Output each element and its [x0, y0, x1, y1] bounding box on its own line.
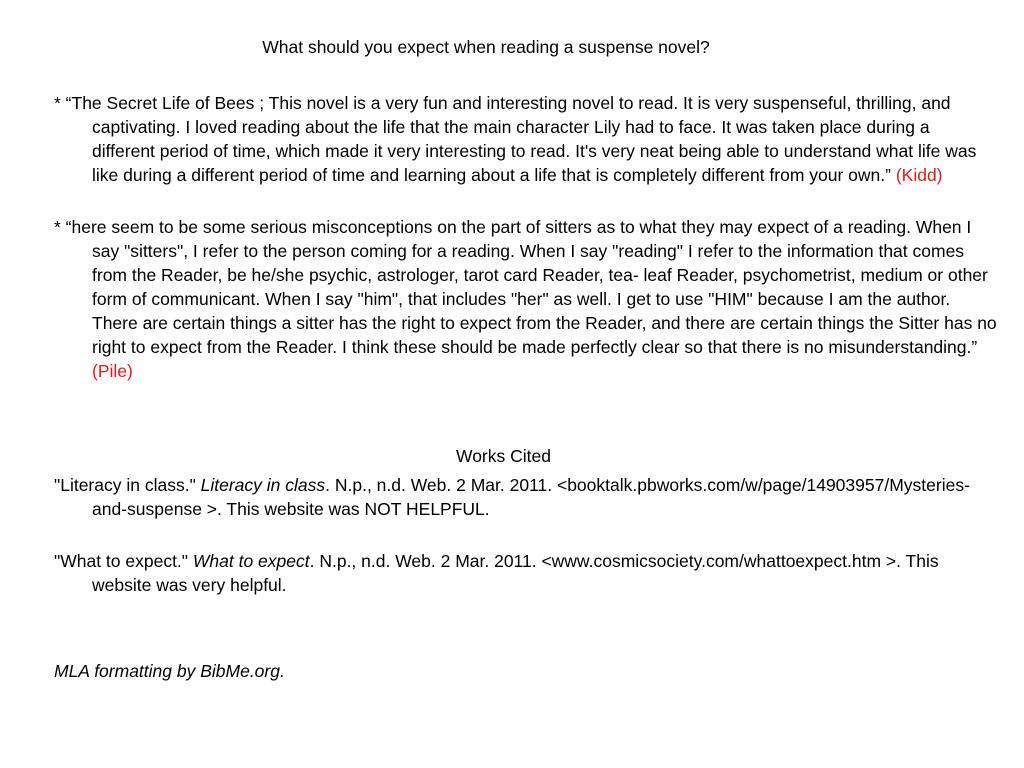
entry-details: . N.p., n.d. Web. 2 Mar. 2011. <www.cosmicsociety.com/whattoexpect.htm >. This website was very helpful.: [92, 551, 939, 595]
entry-details: . N.p., n.d. Web. 2 Mar. 2011. <booktalk.pbworks.com/w/page/14903957/Mysteries-and-suspense >. This website was NOT HELPFUL.: [92, 475, 970, 519]
citation-pile: (Pile): [92, 361, 133, 381]
works-cited-entry: [54, 549, 997, 597]
quote-text: * “here seem to be some serious misconceptions on the part of sitters as to what they may expect of a reading. When I say "sitters", I refer to the person coming for a reading. When I say "reading" I refer to the information that comes from the Reader, be he/she psychic, astrologer, tarot card Reader, tea- leaf Reader, psychometrist, medium or other form of communicant. When I say "him", that includes "her" as well. I get to use "HIM" because I am the author. There are certain things a sitter has the right to expect from the Reader, and there are certain things the Sitter has no right to expect from the Reader. I think these should be made perfectly clear so that there is no misunderstanding.”: [54, 217, 997, 357]
citation-kidd: (Kidd): [895, 165, 943, 185]
entry-lead: "What to expect.": [54, 551, 193, 571]
works-cited-heading: Works Cited: [456, 446, 551, 466]
quote-kidd: [54, 91, 997, 187]
quote-text: * “The Secret Life of Bees ; This novel is a very fun and interesting novel to read. It is very suspenseful, thrilling, and captivating. I loved reading about the life that the main character Lily had to face. It was taken place during a different period of time, which made it very interesting to read. It's very neat being able to understand what life was like during a different period of time and learning about a life that is completely different from your own.”: [54, 93, 977, 185]
entry-title: Literacy in class: [200, 475, 326, 495]
entry-title: What to expect: [192, 551, 310, 571]
works-cited-entry: [54, 473, 997, 521]
mla-credit: MLA formatting by BibMe.org.: [54, 661, 285, 681]
entry-lead: "Literacy in class.": [54, 475, 201, 495]
page-title: What should you expect when reading a suspense novel?: [262, 37, 710, 57]
quote-pile: [54, 215, 997, 383]
